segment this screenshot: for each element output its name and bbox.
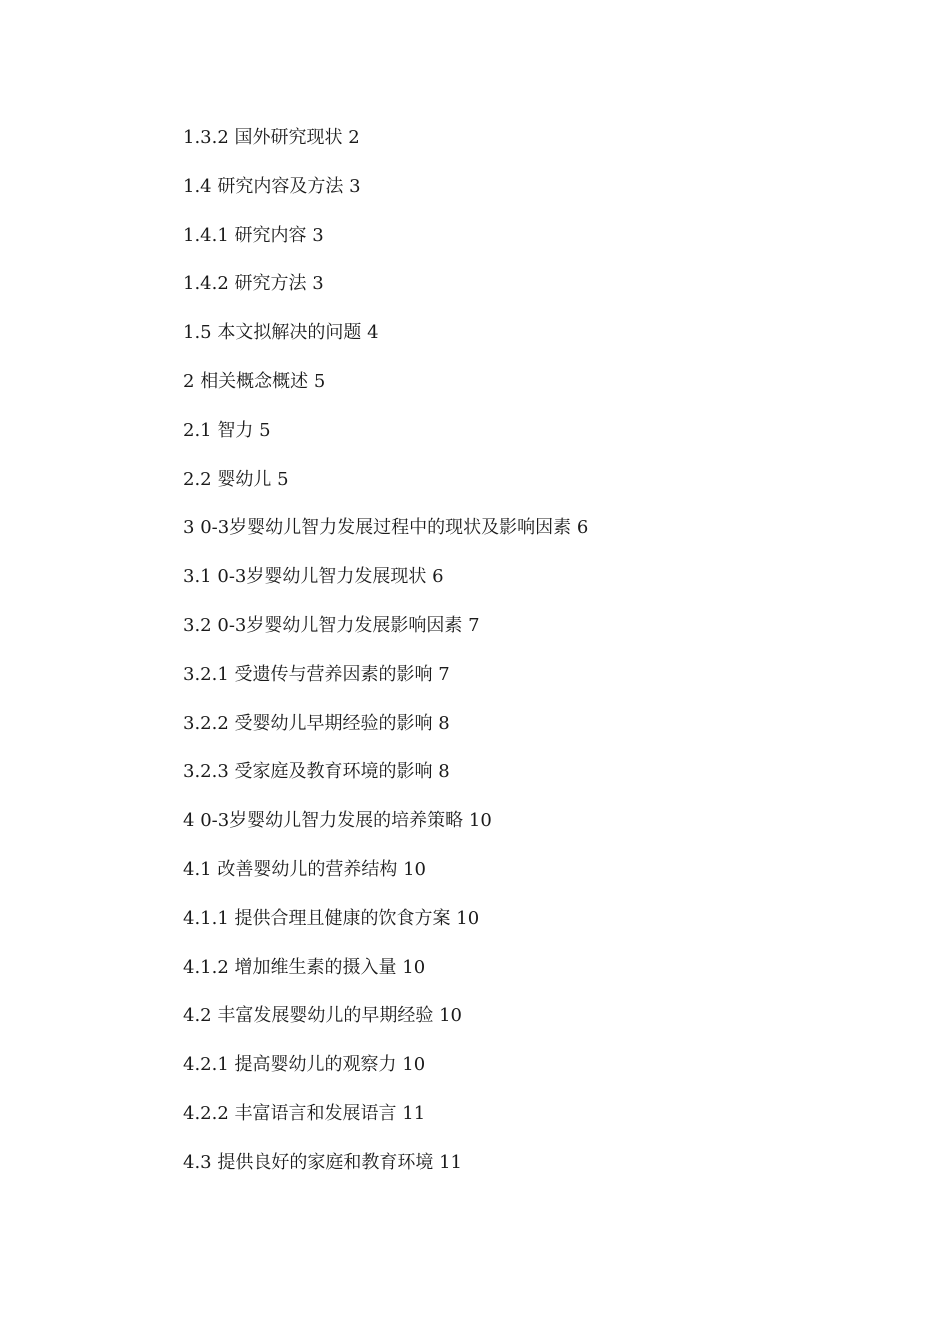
toc-entry [183,417,588,466]
toc-entry-title: 0-3岁婴幼儿智力发展过程中的现状及影响因素 [200,517,572,539]
toc-entry-number: 1.4.1 [183,224,229,246]
toc-entry [183,563,588,612]
toc-entry [183,1149,588,1198]
toc-entry-title: 改善婴幼儿的营养结构 [217,858,398,880]
toc-entry-page: 8 [438,712,450,734]
toc-entry-title: 0-3岁婴幼儿智力发展影响因素 [217,614,463,636]
toc-entry [183,612,588,661]
toc-entry [183,1051,588,1100]
toc-entry-number: 1.5 [183,322,212,344]
toc-entry-page: 10 [468,810,492,832]
toc-entry-number: 4.2.2 [183,1102,229,1124]
toc-entry-page: 2 [348,127,360,148]
toc-entry-page: 8 [438,761,450,783]
toc-entry-title: 丰富语言和发展语言 [234,1102,397,1124]
toc-entry-title: 提高婴幼儿的观察力 [234,1054,397,1076]
toc-entry-title: 国外研究现状 [234,127,343,148]
toc-entry [183,514,588,563]
toc-entry [183,270,588,319]
toc-entry-number: 3.2.2 [183,712,229,734]
toc-entry-number: 2 [183,370,195,392]
toc-entry-title: 增加维生素的摄入量 [234,956,397,978]
toc-entry [183,710,588,759]
toc-entry-number: 4.1 [183,858,212,880]
toc-entry-page: 7 [438,663,450,685]
toc-entry-page: 11 [439,1151,463,1173]
toc-entry-number: 1.4 [183,175,212,197]
toc-entry [183,758,588,807]
toc-entry [183,661,588,710]
toc-entry-title: 本文拟解决的问题 [217,322,362,344]
toc-entry [183,856,588,905]
toc-entry [183,222,588,271]
toc-entry-number: 3 [183,517,195,539]
toc-entry-title: 研究内容及方法 [217,175,344,197]
toc-entry-page: 11 [402,1102,426,1124]
toc-entry-number: 3.1 [183,566,212,588]
toc-entry-title: 婴幼儿 [217,468,272,490]
toc-entry-page: 10 [403,858,427,880]
toc-entry-number: 3.2.1 [183,663,229,685]
toc-entry-number: 4.2 [183,1005,212,1027]
toc-entry-number: 1.4.2 [183,273,229,295]
toc-entry-page: 3 [349,175,361,197]
toc-entry [183,319,588,368]
toc-entry-page: 5 [313,370,326,392]
toc-entry-page: 6 [432,566,444,588]
toc-entry-page: 7 [468,614,480,636]
toc-entry-page: 10 [439,1005,463,1027]
toc-entry-number: 3.2.3 [183,761,229,783]
toc-entry-title: 智力 [217,419,254,441]
toc-entry-title: 提供合理且健康的饮食方案 [234,907,451,929]
table-of-contents [183,124,588,1198]
toc-entry [183,124,588,173]
toc-entry-title: 受婴幼儿早期经验的影响 [234,712,433,734]
toc-entry-number: 4 [183,810,195,832]
toc-entry-page: 10 [456,907,480,929]
toc-entry [183,905,588,954]
toc-entry-page: 6 [576,517,589,539]
toc-entry-title: 0-3岁婴幼儿智力发展现状 [217,566,427,588]
toc-entry [183,1100,588,1149]
toc-entry [183,173,588,222]
toc-entry-title: 0-3岁婴幼儿智力发展的培养策略 [200,810,464,832]
toc-entry-title: 提供良好的家庭和教育环境 [217,1151,434,1173]
toc-entry [183,954,588,1003]
toc-entry-page: 10 [402,1054,426,1076]
toc-entry-number: 4.2.1 [183,1054,229,1076]
toc-entry-number: 3.2 [183,614,212,636]
toc-entry [183,466,588,515]
toc-entry-page: 10 [402,956,426,978]
toc-entry-number: 4.3 [183,1151,212,1173]
toc-entry-title: 丰富发展婴幼儿的早期经验 [217,1005,434,1027]
toc-entry-number: 1.3.2 [183,127,229,148]
toc-entry-page: 3 [312,273,324,295]
toc-entry-title: 相关概念概述 [200,370,309,392]
toc-entry-title: 研究内容 [234,224,307,246]
toc-entry-title: 受家庭及教育环境的影响 [234,761,433,783]
toc-entry [183,368,588,417]
toc-entry-page: 4 [367,322,379,344]
toc-entry-number: 4.1.1 [183,907,229,929]
toc-entry-number: 2.1 [183,419,212,441]
toc-entry-number: 2.2 [183,468,212,490]
toc-entry-page: 5 [259,419,271,441]
toc-entry-page: 3 [312,224,324,246]
toc-entry-title: 受遗传与营养因素的影响 [234,663,433,685]
toc-entry [183,807,588,856]
toc-entry-title: 研究方法 [234,273,307,295]
toc-entry [183,1002,588,1051]
toc-entry-page: 5 [277,468,289,490]
toc-entry-number: 4.1.2 [183,956,229,978]
